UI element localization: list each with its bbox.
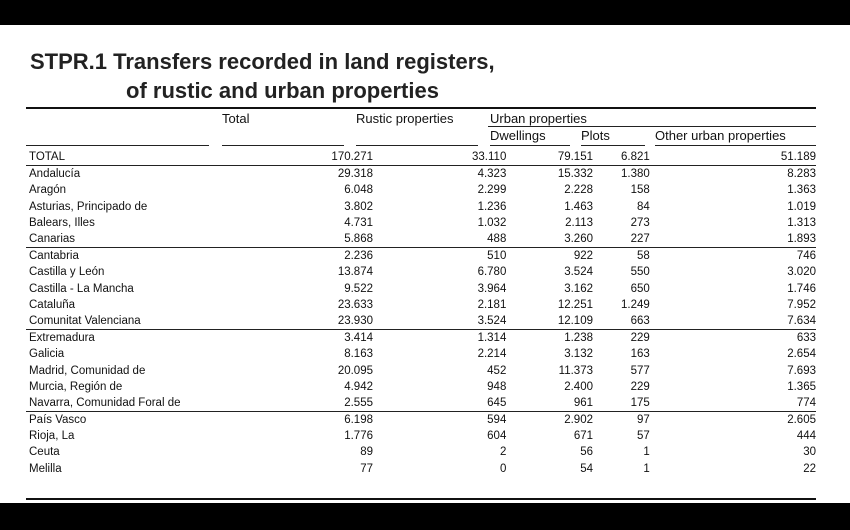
plots-cell: 229 [630, 380, 650, 393]
total-cell: 29.318 [224, 166, 373, 183]
region-name-cell: País Vasco [26, 412, 224, 429]
other-cell: 30 [803, 446, 816, 459]
dwellings-cell: 15.332 [506, 166, 593, 183]
table-row [26, 182, 816, 198]
title-line-2: of rustic and urban properties [126, 78, 439, 103]
plots-cell: 1.249 [621, 298, 650, 311]
bottom-rule [26, 498, 816, 500]
region-name-cell: TOTAL [29, 151, 65, 164]
other-cell: 1.746 [787, 282, 816, 295]
region-name-cell: Aragón [29, 184, 67, 197]
total-cell: 2.236 [224, 248, 373, 265]
data-table [26, 149, 816, 477]
total-cell: 77 [360, 462, 373, 475]
table-row [26, 346, 816, 362]
total-cell: 2.555 [344, 396, 373, 409]
dwellings-cell: 2.228 [564, 184, 593, 197]
dwellings-cell: 1.463 [564, 200, 593, 213]
table-title [30, 47, 495, 105]
total-cell: 13.874 [337, 266, 373, 279]
rustic-cell: 2.299 [477, 184, 507, 197]
plots-cell: 229 [593, 330, 650, 347]
table-row [26, 281, 816, 297]
rustic-cell: 604 [487, 430, 507, 443]
region-name-cell: Canarias [29, 233, 76, 246]
dwellings-cell: 2.400 [564, 380, 593, 393]
total-cell: 1.776 [344, 430, 373, 443]
region-name-cell: Castilla y León [29, 266, 105, 279]
rustic-cell: 3.524 [477, 314, 507, 327]
other-cell: 7.693 [787, 364, 816, 377]
header-underline [581, 145, 645, 146]
region-name-cell: Andalucía [26, 166, 224, 183]
plots-cell: 163 [630, 348, 650, 361]
total-cell: 3.414 [224, 330, 373, 347]
other-cell: 774 [796, 396, 816, 409]
other-cell: 1.363 [787, 184, 816, 197]
rustic-cell: 33.110 [472, 151, 507, 164]
rustic-cell: 3.964 [477, 282, 507, 295]
region-name-cell: Castilla - La Mancha [29, 282, 134, 295]
total-cell: 6.198 [224, 412, 373, 429]
plots-cell: 58 [593, 248, 650, 265]
region-name-cell: Ceuta [29, 446, 60, 459]
table-row [26, 264, 816, 280]
urban-underline [488, 126, 816, 127]
table-row [26, 412, 816, 429]
dwellings-cell: 2.902 [506, 412, 593, 429]
table-row [26, 461, 816, 477]
table-row [26, 166, 816, 183]
rustic-cell: 2.214 [477, 348, 507, 361]
total-cell: 89 [360, 446, 373, 459]
region-name-cell: Cantabria [26, 248, 224, 265]
other-cell: 7.952 [787, 298, 816, 311]
region-name-cell: Asturias, Principado de [29, 200, 148, 213]
table-row [26, 248, 816, 265]
rustic-cell: 6.780 [477, 266, 507, 279]
region-name-cell: Murcia, Región de [29, 380, 123, 393]
plots-cell: 57 [637, 430, 650, 443]
dwellings-cell: 3.524 [564, 266, 593, 279]
rustic-cell: 510 [373, 248, 506, 265]
plots-cell: 227 [630, 233, 650, 246]
dwellings-cell: 1.238 [506, 330, 593, 347]
header-dwellings: Dwellings [490, 128, 546, 143]
other-cell: 8.283 [650, 166, 816, 183]
region-name-cell: Melilla [29, 462, 62, 475]
other-cell: 746 [650, 248, 816, 265]
dwellings-cell: 79.151 [557, 151, 593, 164]
region-name-cell: Madrid, Comunidad de [29, 364, 146, 377]
total-cell: 8.163 [344, 348, 373, 361]
plots-cell: 663 [630, 314, 650, 327]
total-cell: 23.930 [337, 314, 373, 327]
rustic-cell: 645 [487, 396, 507, 409]
dwellings-cell: 2.113 [565, 216, 593, 229]
region-name-cell: Extremadura [26, 330, 224, 347]
rustic-cell: 1.032 [477, 216, 507, 229]
plots-cell: 577 [630, 364, 650, 377]
dwellings-cell: 54 [580, 462, 593, 475]
table-row [26, 330, 816, 347]
plots-cell: 550 [630, 266, 650, 279]
table-row [26, 215, 816, 231]
other-cell: 51.189 [780, 151, 816, 164]
rustic-cell: 488 [487, 233, 507, 246]
header-underline [26, 145, 209, 146]
dwellings-cell: 3.132 [564, 348, 593, 361]
total-cell: 170.271 [331, 151, 373, 164]
dwellings-cell: 3.260 [564, 233, 593, 246]
total-cell: 3.802 [344, 200, 373, 213]
region-name-cell: Rioja, La [29, 430, 75, 443]
plots-cell: 1 [643, 462, 650, 475]
header-rustic: Rustic properties [356, 111, 454, 126]
title-line-1: STPR.1 Transfers recorded in land registers, [30, 49, 495, 74]
plots-cell: 650 [630, 282, 650, 295]
region-name-cell: Balears, Illes [29, 216, 95, 229]
region-name-cell: Galicia [29, 348, 65, 361]
header-total: Total [222, 111, 250, 126]
other-cell: 1.019 [787, 200, 816, 213]
total-cell: 6.048 [344, 184, 373, 197]
rustic-cell: 594 [373, 412, 506, 429]
header-underline [655, 145, 816, 146]
other-cell: 7.634 [787, 314, 816, 327]
other-cell: 1.893 [787, 233, 816, 246]
table-row [26, 297, 816, 313]
table-row [26, 379, 816, 395]
header-other-urban: Other urban properties [655, 128, 786, 143]
rustic-cell: 4.323 [373, 166, 506, 183]
rustic-cell: 948 [487, 380, 507, 393]
document-page [0, 25, 850, 503]
total-cell: 9.522 [344, 282, 373, 295]
table-row [26, 428, 816, 444]
plots-cell: 1.380 [593, 166, 650, 183]
other-cell: 22 [803, 462, 816, 475]
rustic-cell: 2 [499, 446, 507, 459]
region-name-cell: Navarra, Comunidad Foral de [29, 396, 181, 409]
plots-cell: 97 [593, 412, 650, 429]
total-cell: 4.731 [344, 216, 373, 229]
table-row [26, 444, 816, 460]
header-underline [490, 145, 570, 146]
table-row [26, 395, 816, 412]
plots-cell: 175 [630, 396, 650, 409]
total-cell: 4.942 [344, 380, 373, 393]
rustic-cell: 1.236 [477, 200, 507, 213]
other-cell: 3.020 [787, 266, 816, 279]
dwellings-cell: 922 [506, 248, 593, 265]
plots-cell: 6.821 [621, 151, 650, 164]
region-name-cell: Cataluña [29, 298, 76, 311]
dwellings-cell: 961 [573, 396, 593, 409]
table-row [26, 149, 816, 166]
dwellings-cell: 3.162 [564, 282, 593, 295]
header-plots: Plots [581, 128, 610, 143]
rustic-cell: 452 [487, 364, 507, 377]
table-row [26, 313, 816, 330]
table-row [26, 231, 816, 248]
plots-cell: 158 [630, 184, 650, 197]
total-cell: 23.633 [337, 298, 373, 311]
rustic-cell: 0 [499, 462, 507, 475]
other-cell: 633 [650, 330, 816, 347]
table-row [26, 199, 816, 215]
rustic-cell: 2.181 [477, 298, 507, 311]
dwellings-cell: 56 [580, 446, 593, 459]
dwellings-cell: 12.251 [557, 298, 593, 311]
table-row [26, 362, 816, 378]
header-underline [356, 145, 478, 146]
other-cell: 2.654 [787, 348, 816, 361]
total-cell: 20.095 [337, 364, 373, 377]
dwellings-cell: 671 [573, 430, 593, 443]
top-rule [26, 107, 816, 109]
region-name-cell: Comunitat Valenciana [29, 314, 141, 327]
header-underline [222, 145, 344, 146]
header-urban: Urban properties [490, 111, 587, 126]
other-cell: 444 [796, 430, 816, 443]
other-cell: 1.313 [787, 216, 816, 229]
dwellings-cell: 11.373 [558, 364, 593, 377]
total-cell: 5.868 [344, 233, 373, 246]
other-cell: 2.605 [650, 412, 816, 429]
rustic-cell: 1.314 [373, 330, 506, 347]
plots-cell: 84 [637, 200, 650, 213]
other-cell: 1.365 [787, 380, 816, 393]
plots-cell: 273 [630, 216, 650, 229]
dwellings-cell: 12.109 [557, 314, 593, 327]
plots-cell: 1 [643, 446, 650, 459]
